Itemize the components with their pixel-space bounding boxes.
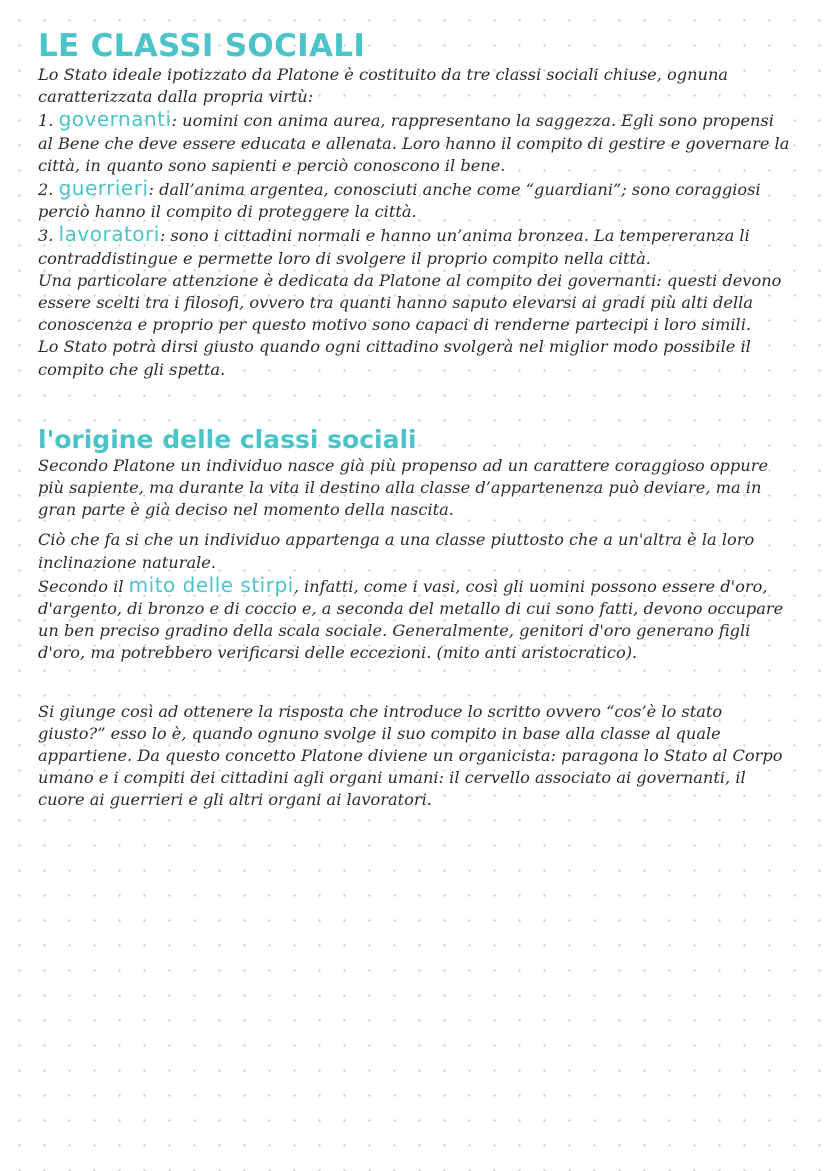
highlight-term: governanti: [58, 107, 172, 132]
text-fragment: Secondo il: [38, 576, 129, 596]
list-number: 2.: [38, 180, 59, 200]
paragraph-stato-giusto: Lo Stato potrà dirsi giusto quando ogni cittadino svolgerà nel miglior modo possibile il compito che gli spetta.: [38, 337, 751, 379]
list-item-text: : dall’anima argentea, conosciuti anche come “guardiani”; sono coraggiosi perciò hanno il compito di proteggere la città.: [38, 180, 761, 222]
highlight-term: guerrieri: [58, 176, 149, 201]
list-item-guerrieri: [38, 177, 790, 223]
spacer: [38, 665, 790, 701]
paragraph-nascita: Secondo Platone un individuo nasce già più propenso ad un carattere coraggioso oppure più sapiente, ma durante la vita il destino alla classe d’appartenenza può deviare, ma in gran parte è già deciso nel momento della nascita.: [38, 455, 769, 520]
paragraph-organicista: Si giunge così ad ottenere la risposta che introduce lo scritto ovvero “cos’è lo stato giusto?” esso lo è, quando ognuno svolge il suo compito in base alla classe al quale appartiene. Da questo concetto Platone diviene un organicista: paragona lo Stato al Corpo umano e i compiti dei cittadini agli organi umani: il cervello associato ai governanti, il cuore ai guerrieri e gli altri organi ai lavoratori.: [38, 701, 783, 810]
text-fragment: , infatti, come i vasi, così gli uomini possono essere d'oro, d'argento, di bronzo e di coccio e, a seconda del metallo di cui sono fatti, devono occupare un ben preciso gradino della scala sociale. Generalmente, genitori d'oro generano figli d'oro, ma potrebbero verificarsi delle eccezioni. (mito anti aristocratico).: [38, 576, 784, 663]
paragraph-inclinazione: Ciò che fa si che un individuo appartenga a una classe piuttosto che a un'altra è la loro inclinazione naturale.: [38, 530, 755, 572]
list-item-text: : uomini con anima aurea, rappresentano la saggezza. Egli sono propensi al Bene che deve essere educata e allenata. Loro hanno il compito di gestire e governare la città, in quanto sono sapienti e perciò conoscono il bene.: [38, 111, 790, 175]
list-number: 1.: [38, 111, 59, 131]
paragraph-mito-stirpi: [38, 574, 790, 665]
spacer: [38, 521, 790, 529]
list-item-text: : sono i cittadini normali e hanno un’anima bronzea. La tempereranza li contraddistingue e permette loro di svolgere il proprio compito nella città.: [38, 226, 750, 268]
page-content: [38, 28, 790, 812]
section-title-origine: l'origine delle classi sociali: [38, 424, 417, 454]
paragraph-governanti: Una particolare attenzione è dedicata da Platone al compito dei governanti: questi devono essere scelti tra i filosofi, ovvero tra quanti hanno saputo elevarsi ai gradi più alti della conoscenza e proprio per questo motivo sono capaci di renderne partecipi i loro simili.: [38, 270, 782, 335]
list-number: 3.: [38, 226, 59, 246]
list-item-lavoratori: [38, 223, 790, 269]
spacer: [38, 381, 790, 425]
highlight-term: mito delle stirpi: [128, 572, 294, 597]
section-title-classi-sociali: LE CLASSI SOCIALI: [38, 28, 366, 64]
list-item-governanti: [38, 108, 790, 177]
highlight-term: lavoratori: [58, 222, 160, 247]
intro-paragraph: Lo Stato ideale ipotizzato da Platone è costituito da tre classi sociali chiuse, ognuna caratterizzata dalla propria virtù:: [38, 65, 729, 107]
